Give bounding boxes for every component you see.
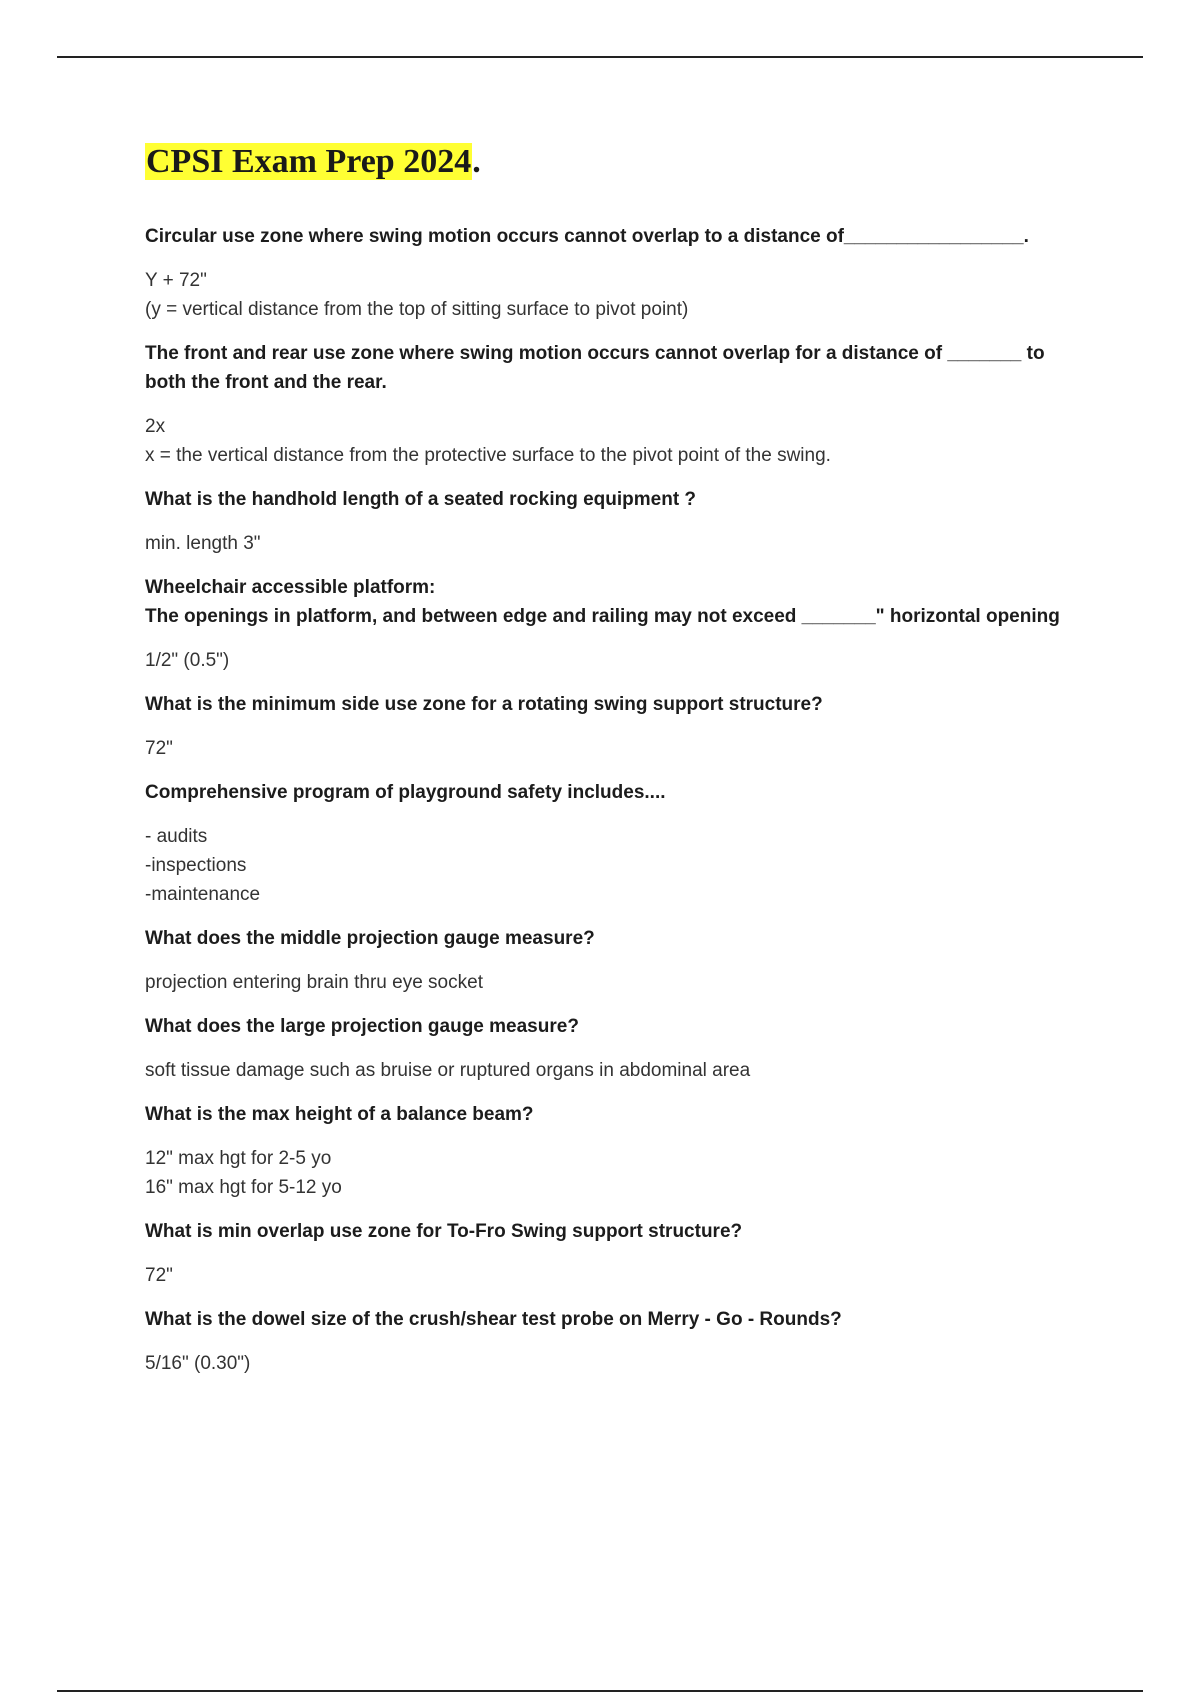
- question-line: What does the large projection gauge measure?: [145, 1016, 579, 1037]
- question: [145, 339, 1075, 397]
- qa-item: [145, 924, 1075, 997]
- question-line: What does the middle projection gauge measure?: [145, 928, 595, 949]
- question: [145, 1100, 1075, 1129]
- document-title: [145, 140, 481, 184]
- answer-line: - audits: [145, 826, 208, 847]
- question-line: Comprehensive program of playground safety includes....: [145, 782, 666, 803]
- answer: [145, 412, 1075, 470]
- answer: [145, 646, 1075, 675]
- answer-line: 1/2" (0.5"): [145, 650, 230, 671]
- answer-line: 12" max hgt for 2-5 yo: [145, 1148, 332, 1169]
- answer-line: x = the vertical distance from the protective surface to the pivot point of the swing.: [145, 445, 831, 466]
- question-line: Wheelchair accessible platform:: [145, 577, 436, 598]
- answer-line: 72": [145, 1265, 173, 1286]
- question-line: The openings in platform, and between edge and railing may not exceed _______" horizontal opening: [145, 606, 1060, 627]
- bottom-rule: [57, 1690, 1143, 1692]
- answer: [145, 1144, 1075, 1202]
- question: [145, 485, 1075, 514]
- question-line: What is min overlap use zone for To-Fro Swing support structure?: [145, 1221, 743, 1242]
- question-line: What is the handhold length of a seated rocking equipment ?: [145, 489, 697, 510]
- qa-item: [145, 1012, 1075, 1085]
- answer-line: -maintenance: [145, 884, 261, 905]
- answer: [145, 1056, 1075, 1085]
- question: [145, 778, 1075, 807]
- top-rule: [57, 56, 1143, 58]
- qa-item: [145, 778, 1075, 909]
- question-line: What is the dowel size of the crush/shear test probe on Merry - Go - Rounds?: [145, 1309, 842, 1330]
- answer: [145, 529, 1075, 558]
- answer: [145, 822, 1075, 909]
- question: [145, 690, 1075, 719]
- qa-item: [145, 573, 1075, 675]
- question-line: The front and rear use zone where swing motion occurs cannot overlap for a distance of _______ to both the front and the rear.: [145, 343, 1045, 393]
- answer-line: soft tissue damage such as bruise or ruptured organs in abdominal area: [145, 1060, 751, 1081]
- answer-line: projection entering brain thru eye socket: [145, 972, 483, 993]
- answer: [145, 734, 1075, 763]
- question: [145, 1012, 1075, 1041]
- answer-line: Y + 72": [145, 270, 207, 291]
- question: [145, 222, 1075, 251]
- qa-list: [145, 222, 1075, 1378]
- qa-item: [145, 1305, 1075, 1378]
- qa-item: [145, 690, 1075, 763]
- answer-line: 5/16" (0.30"): [145, 1353, 251, 1374]
- qa-item: [145, 222, 1075, 324]
- question-line: What is the max height of a balance beam?: [145, 1104, 534, 1125]
- answer: [145, 1261, 1075, 1290]
- document-body: [145, 140, 1075, 1393]
- question: [145, 1305, 1075, 1334]
- qa-item: [145, 1100, 1075, 1202]
- answer-line: -inspections: [145, 855, 247, 876]
- qa-item: [145, 485, 1075, 558]
- answer: [145, 1349, 1075, 1378]
- answer-line: 2x: [145, 416, 166, 437]
- question: [145, 573, 1075, 631]
- answer-line: 16" max hgt for 5-12 yo: [145, 1177, 342, 1198]
- qa-item: [145, 339, 1075, 470]
- qa-item: [145, 1217, 1075, 1290]
- title-highlight: CPSI Exam Prep 2024: [146, 143, 472, 180]
- answer-line: 72": [145, 738, 173, 759]
- answer: [145, 266, 1075, 324]
- answer-line: min. length 3": [145, 533, 261, 554]
- answer: [145, 968, 1075, 997]
- question-line: Circular use zone where swing motion occurs cannot overlap to a distance of_________________.: [145, 226, 1029, 247]
- question-line: What is the minimum side use zone for a rotating swing support structure?: [145, 694, 823, 715]
- question: [145, 1217, 1075, 1246]
- title-period: .: [472, 143, 481, 180]
- answer-line: (y = vertical distance from the top of sitting surface to pivot point): [145, 299, 689, 320]
- question: [145, 924, 1075, 953]
